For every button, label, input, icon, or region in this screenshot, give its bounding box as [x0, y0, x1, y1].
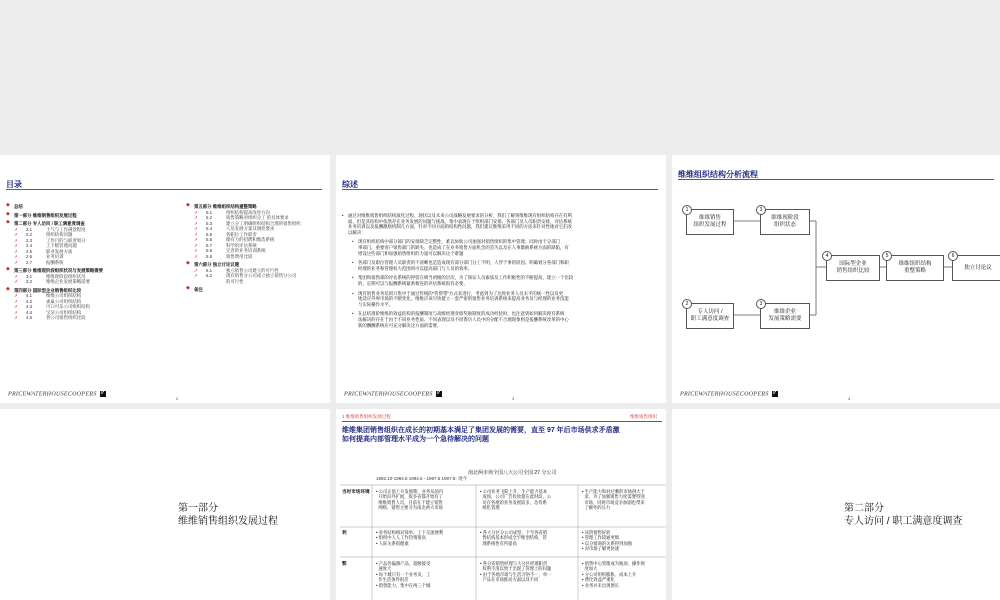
- flow-step-box[interactable]: [952, 255, 1000, 281]
- table-subtitle: 1992.10-1994.6 1994.6 - 1997.6 1997.6- 现今: [376, 476, 468, 481]
- flow-step-line1: 维维企业: [773, 309, 796, 315]
- table-cell: • 销售中心管理成为瓶颈、操作规 度加大 • 分公司组织膨胀、成本上升 • 费比效益严重化 • 业务并未出现增长: [582, 561, 645, 588]
- toc-item-label[interactable]: 雀巢公司组织结构: [46, 298, 82, 304]
- summary-line: 以解决：: [348, 229, 366, 235]
- paragraph-bullet-icon: •: [352, 275, 354, 281]
- paragraph-bullet-icon: •: [352, 260, 354, 266]
- flow-step-box[interactable]: [760, 209, 810, 235]
- toc-arrow-icon: ↗: [194, 215, 198, 220]
- toc-item-number: 2.7: [26, 259, 33, 265]
- summary-line: 新的酬酬系统应可充分解决这方面的需要。: [358, 322, 442, 328]
- toc-bullet-icon: ◆: [186, 202, 190, 208]
- toc-arrow-icon: ↗: [14, 259, 18, 265]
- toc-item-number: 2.5: [26, 248, 33, 254]
- flow-step-box[interactable]: [886, 255, 944, 281]
- toc-section-heading[interactable]: 第三部分 维维现阶段组织状况与发展策略需要: [14, 268, 104, 273]
- page-number: 2: [176, 396, 179, 401]
- toc-bullet-icon: ◆: [6, 219, 10, 225]
- toc-item-label[interactable]: 维维公司组织结构: [46, 293, 82, 298]
- toc-item-number: 2.4: [26, 243, 33, 248]
- toc-arrow-icon: ↗: [14, 248, 18, 254]
- table-title: 南北两市场全国八大公司全国 27 分公司: [468, 470, 557, 476]
- section-title: 维维销售组织发展过程: [178, 516, 278, 527]
- toc-item-label[interactable]: 可口可乐公司组织结构: [46, 304, 90, 309]
- section-number: 第一部分: [178, 503, 218, 514]
- toc-item-label[interactable]: 人员发展方案及调控要求: [226, 226, 275, 231]
- toc-item-label[interactable]: 业务培训: [46, 254, 64, 259]
- toc-item-label[interactable]: 独立销售公司建立的可行性: [226, 267, 279, 273]
- toc-bullet-icon: ◆: [186, 285, 190, 291]
- slide-flow[interactable]: [672, 155, 1000, 403]
- toc-arrow-icon: ↗: [14, 273, 18, 279]
- toc-section-heading[interactable]: 备注: [194, 287, 203, 292]
- table-cell: • 产品仍偏薄产品，超级接受 速度大 • 每个城只有一个业务员，工 作生活条件很差 • 销售能力，集中在两三个城: [376, 561, 431, 588]
- toc-section-heading[interactable]: 第五部分 维维组织结构重整策略: [194, 204, 257, 209]
- flow-step-line2: 组织发展过程: [693, 222, 727, 228]
- table-cell: • 公司正值上升发展期，业务从国内 开始向外扩展，很多省都开始有了 维维销售人员，目前在于建立销售 网络，销售主要分为南北两大市场: [376, 489, 444, 511]
- toc-arrow-icon: ↗: [14, 304, 18, 309]
- title-rule: [6, 189, 322, 190]
- toc-section-heading[interactable]: 第二部分 专人访问 / 职工满意度调查: [14, 221, 85, 226]
- toc-item-number: 5.5: [206, 231, 213, 237]
- toc-arrow-icon: ↗: [14, 279, 18, 284]
- summary-line: 面，但是其结构中依然存在业务发展的问题与挑战，集中表现在于组织部门安排、各部门及人员职责安排，评估系统: [348, 218, 572, 224]
- toc-item-label[interactable]: 上下级管理问题: [46, 243, 77, 248]
- flow-step-number: 4: [822, 251, 832, 261]
- toc-arrow-icon: ↗: [194, 237, 198, 242]
- title-rule: [342, 189, 658, 190]
- flow-step-line2: 销售组织比较: [836, 268, 870, 274]
- heading-line-1: 维维集团销售组织在成长的初期基本满足了集团发展的需要，直至 97 年后市场供求矛盾激: [342, 427, 620, 434]
- table-cell: • 公司业务飞跃上升，生产能力基本 成熟，公司广告投放量在此时段，公 司在各地的业务发展较多，急待系 统化管理: [480, 489, 552, 511]
- toc-item-label[interactable]: 士气与工作满意程度: [46, 226, 86, 232]
- flow-step-line2: 重整策略: [903, 268, 926, 274]
- toc-item-label[interactable]: 销售策略对组织分工 的具体要求: [226, 215, 289, 220]
- toc-item-number: 4.5: [26, 315, 33, 320]
- toc-item-number: 4.4: [26, 309, 33, 315]
- toc-arrow-icon: ↗: [14, 309, 18, 315]
- toc-bullet-icon: ◆: [6, 202, 10, 208]
- toc-item-label[interactable]: 销售费用比较: [226, 253, 253, 259]
- pwc-logo: PRICEWATERHOUSECOOPERS P: [8, 391, 105, 398]
- toc-item-number: 5.3: [206, 220, 213, 226]
- toc-item-label[interactable]: 建立分工明确组织结构合理的销售组织: [226, 220, 301, 226]
- row-label: 当时市场环境: [342, 489, 370, 494]
- slide-summary[interactable]: [336, 155, 666, 403]
- toc-item-number: 2.6: [26, 254, 33, 259]
- page-number: 3: [512, 396, 515, 401]
- slide-title: 目录: [6, 180, 22, 189]
- flow-step-number: 5: [882, 251, 892, 261]
- row-label: 弊: [342, 561, 347, 566]
- summary-line: 经理的业务和管理权力范围将可以提高部门与人员的效率。: [358, 265, 473, 271]
- table-cell: • 各分省销售经理与大分区经理职责 权利不清以致于出现了管理上的问题 • 由于各地市场与生活习俗不一，单一 产品在市场推动方面以及不同: [480, 561, 552, 583]
- toc-arrow-icon: ↗: [14, 243, 18, 248]
- summary-line: 与实际操作水平。: [358, 301, 394, 307]
- summary-line: 集团和销售部的评估系统的停留在相当初级的层次，为了保证人员素质及工作积极性的不断提高，建立一个比较: [358, 275, 574, 281]
- toc-arrow-icon: ↗: [194, 248, 198, 253]
- toc-arrow-icon: ↗: [194, 253, 198, 259]
- toc-item-number: 5.6: [206, 237, 213, 242]
- toc-item-number: 5.8: [206, 248, 213, 253]
- pwc-logo: PRICEWATERHOUSECOOPERS P: [680, 391, 777, 398]
- toc-item-label[interactable]: 完善的业务培训系统: [226, 248, 266, 253]
- paragraph-bullet-icon: •: [352, 290, 354, 296]
- table-cell: • 各大分区分公司成型，下至各省销 售结构基本形成全宇维型结构，管 理系统性有所提高: [480, 530, 548, 546]
- toc-item-number: 5.9: [206, 253, 213, 259]
- toc-item-number: 6.1: [206, 267, 213, 273]
- summary-line: 增设这些部门和加强销售组织的力量可以解决这个难题: [358, 250, 464, 256]
- slide-title: 维维组织结构分析流程: [678, 170, 758, 179]
- section-number: 第二部分: [844, 503, 884, 514]
- slide-section-1[interactable]: [0, 409, 330, 600]
- slide-toc[interactable]: [0, 155, 330, 403]
- toc-item-number: 5.7: [206, 242, 213, 248]
- toc-item-number: 2.2: [26, 232, 33, 237]
- flow-step-line2: 职工满意度调查: [690, 316, 730, 322]
- toc-item-label[interactable]: 储有力的招聘和甄选系统: [226, 237, 275, 242]
- flow-step-number: 2: [682, 299, 692, 309]
- toc-arrow-icon: ↗: [194, 209, 198, 215]
- heading-line-2: 如何提高内部管理水平成为一个急待解决的问题: [342, 436, 489, 443]
- toc-item-label[interactable]: 各职位工作职责: [226, 231, 257, 237]
- flow-step-line1: 维维组织结构: [898, 261, 932, 267]
- toc-bullet-icon: ◆: [6, 210, 10, 217]
- flow-step-line1: 专人访问 /: [697, 309, 723, 315]
- summary-line: 法解决的存在于由于不同业务性质、不同表现以及不同资历人员中的分配不合理现象则是报酬系统改革的中心: [358, 317, 569, 322]
- toc-item-label[interactable]: 组织结构问题: [46, 232, 73, 237]
- slide-org-history[interactable]: [336, 409, 666, 600]
- flow-step-number: 3: [756, 299, 766, 309]
- toc-arrow-icon: ↗: [14, 237, 18, 243]
- toc-item-label[interactable]: 维维企业发展策略需要: [46, 279, 90, 284]
- pwc-logo: PRICEWATERHOUSECOOPERS P: [344, 391, 441, 398]
- toc-section-heading[interactable]: 第四部分 国际型企业销售组织比较: [14, 287, 82, 293]
- toc-section-heading[interactable]: 总结: [14, 204, 23, 209]
- toc-bullet-icon: ◆: [6, 285, 10, 292]
- toc-arrow-icon: ↗: [14, 315, 18, 320]
- toc-item-number: 4.2: [26, 298, 33, 304]
- toc-arrow-icon: ↗: [14, 254, 18, 259]
- summary-line: 现有销售业务培训只集中于通过传统的"传帮带"方式来进行，考虑到为了达致业务人员水平的统一性以及更: [358, 290, 564, 296]
- toc-section-heading[interactable]: 第一部分 维维销售组织发展过程: [14, 212, 77, 218]
- toc-item-number: 3.1: [26, 273, 33, 279]
- toc-item-number: 4.1: [26, 293, 33, 298]
- summary-line: 地适应外界市场的不断变化，维维应该尽快建立一套严密的销售业务培训系统来提高业务员与经理的业务技能: [358, 296, 569, 302]
- flow-step-number: 3: [756, 205, 766, 215]
- toc-item-label[interactable]: 工作目的与职责划分: [46, 237, 86, 243]
- flow-step-line1: 独立讨论议: [964, 264, 992, 271]
- paragraph-bullet-icon: •: [352, 239, 354, 245]
- table-cell: • 该阶销售好转 • 管理工作较通更细 • 以分销商的关系得到加强 • 对市场了解更快速: [582, 530, 632, 552]
- slide-section-2[interactable]: [672, 409, 1000, 600]
- flow-step-line2: 组织状态: [773, 222, 796, 228]
- page-number: 4: [848, 396, 851, 401]
- summary-line: 的、定期可以与报酬系统紧密相连的评估系统很有必要。: [358, 281, 468, 286]
- row-label: 利: [342, 530, 347, 535]
- toc-arrow-icon: ↗: [14, 226, 18, 232]
- toc-arrow-icon: ↗: [194, 231, 198, 237]
- slide-title: 综述: [342, 180, 358, 189]
- toc-item-label[interactable]: 现有销售分公司成立独立销售分公司: [226, 273, 297, 278]
- toc-arrow-icon: ↗: [194, 226, 198, 231]
- paragraph-bullet-icon: •: [342, 213, 344, 218]
- toc-bullet-icon: ◆: [6, 266, 10, 272]
- toc-item-label[interactable]: 的可行性: [226, 278, 244, 284]
- toc-item-label[interactable]: 各公司销售组织比较: [46, 315, 86, 320]
- toc-item-label[interactable]: 科学的评估系统: [226, 242, 257, 248]
- toc-item-label[interactable]: 组织结构提高改进方向: [226, 209, 270, 215]
- toc-arrow-icon: ↗: [194, 220, 198, 226]
- summary-line: 现有组织结构中部分部门的安排缺乏完整性，难以协助公司加强对销售组织的集中管理；同时由于分部门: [358, 239, 560, 245]
- toc-item-number: 2.1: [26, 226, 33, 232]
- summary-line: 各部门及职位管理人员职责的不清晰也是造成现有部分部门分工不明，人浮于事的原因。明确划分各部门和职: [358, 260, 569, 266]
- flow-step-box[interactable]: [686, 303, 734, 329]
- summary-line: 事部门，重要客户销售部门的缺失，也造成了在业务销售方面机会的丢失以及在人事激励系统方面的缺陷，有: [358, 245, 569, 250]
- toc-arrow-icon: ↗: [14, 232, 18, 237]
- toc-section-heading[interactable]: 第六部分 独立讨论议题: [194, 262, 240, 267]
- flow-step-box[interactable]: [826, 255, 880, 281]
- table-cell: • 生产能力和对过剩的市场供大于 求，为了加强销售力度需要特别 市场，同时市场竞争加剧也带来 了额外的压力: [582, 489, 645, 511]
- toc-item-label[interactable]: 职业发展方面: [46, 248, 73, 254]
- flow-step-box[interactable]: [686, 209, 734, 235]
- toc-item-number: 6.2: [206, 273, 213, 278]
- toc-item-number: 5.2: [206, 215, 213, 220]
- summary-line: 在总结现阶维维的效益结构的报酬制度与高级经理业绩奖励制度的成功经验时，也注意到如何解决现有系统: [358, 311, 565, 317]
- toc-arrow-icon: ↗: [14, 298, 18, 304]
- summary-line: 通过对维维销售组织结构演化过程、现状以及未来公司战略发展要求的分析，我们了解到维维现有组织结构存在有利: [348, 213, 572, 218]
- table-cell: • 业务结构相对简单，上下交流便利 • 组织中人人工作热情很高 • 人际关系很健康: [376, 530, 444, 546]
- toc-arrow-icon: ↗: [194, 273, 198, 278]
- toc-item-number: 4.3: [26, 304, 33, 309]
- flow-step-line1: 维维现阶段: [771, 215, 799, 221]
- toc-arrow-icon: ↗: [14, 293, 18, 298]
- toc-item-number: 2.3: [26, 237, 33, 243]
- flow-step-number: 1: [682, 205, 692, 215]
- toc-item-label[interactable]: 宝洁公司组织结构: [46, 309, 82, 315]
- toc-item-number: 5.4: [206, 226, 213, 231]
- toc-item-label[interactable]: 报酬系统: [46, 259, 64, 265]
- flow-step-number: 6: [948, 251, 958, 261]
- toc-bullet-icon: ◆: [186, 260, 190, 266]
- paragraph-bullet-icon: •: [352, 311, 354, 317]
- breadcrumb-right: 维维销售组织: [630, 414, 657, 419]
- flow-step-line1: 维维销售: [698, 215, 721, 221]
- toc-item-number: 5.1: [206, 209, 213, 215]
- breadcrumb: 1 维维销售组织发展过程: [342, 414, 391, 419]
- flow-step-line2: 发展策略需要: [768, 316, 802, 322]
- summary-line: 业务培训以及报酬激励机制几方面，针对不同方面的结构性问题，我们建议维维采用不同的方法来针对性地对它们改: [348, 224, 572, 230]
- toc-item-number: 3.2: [26, 279, 33, 284]
- flow-step-line1: 国际型企业: [839, 261, 867, 267]
- toc-item-label[interactable]: 维维现阶段组织状况: [46, 273, 86, 279]
- toc-arrow-icon: ↗: [194, 242, 198, 248]
- flow-step-box[interactable]: [760, 303, 810, 329]
- toc-arrow-icon: ↗: [194, 267, 198, 273]
- section-title: 专人访问 / 职工满意度调查: [844, 516, 963, 527]
